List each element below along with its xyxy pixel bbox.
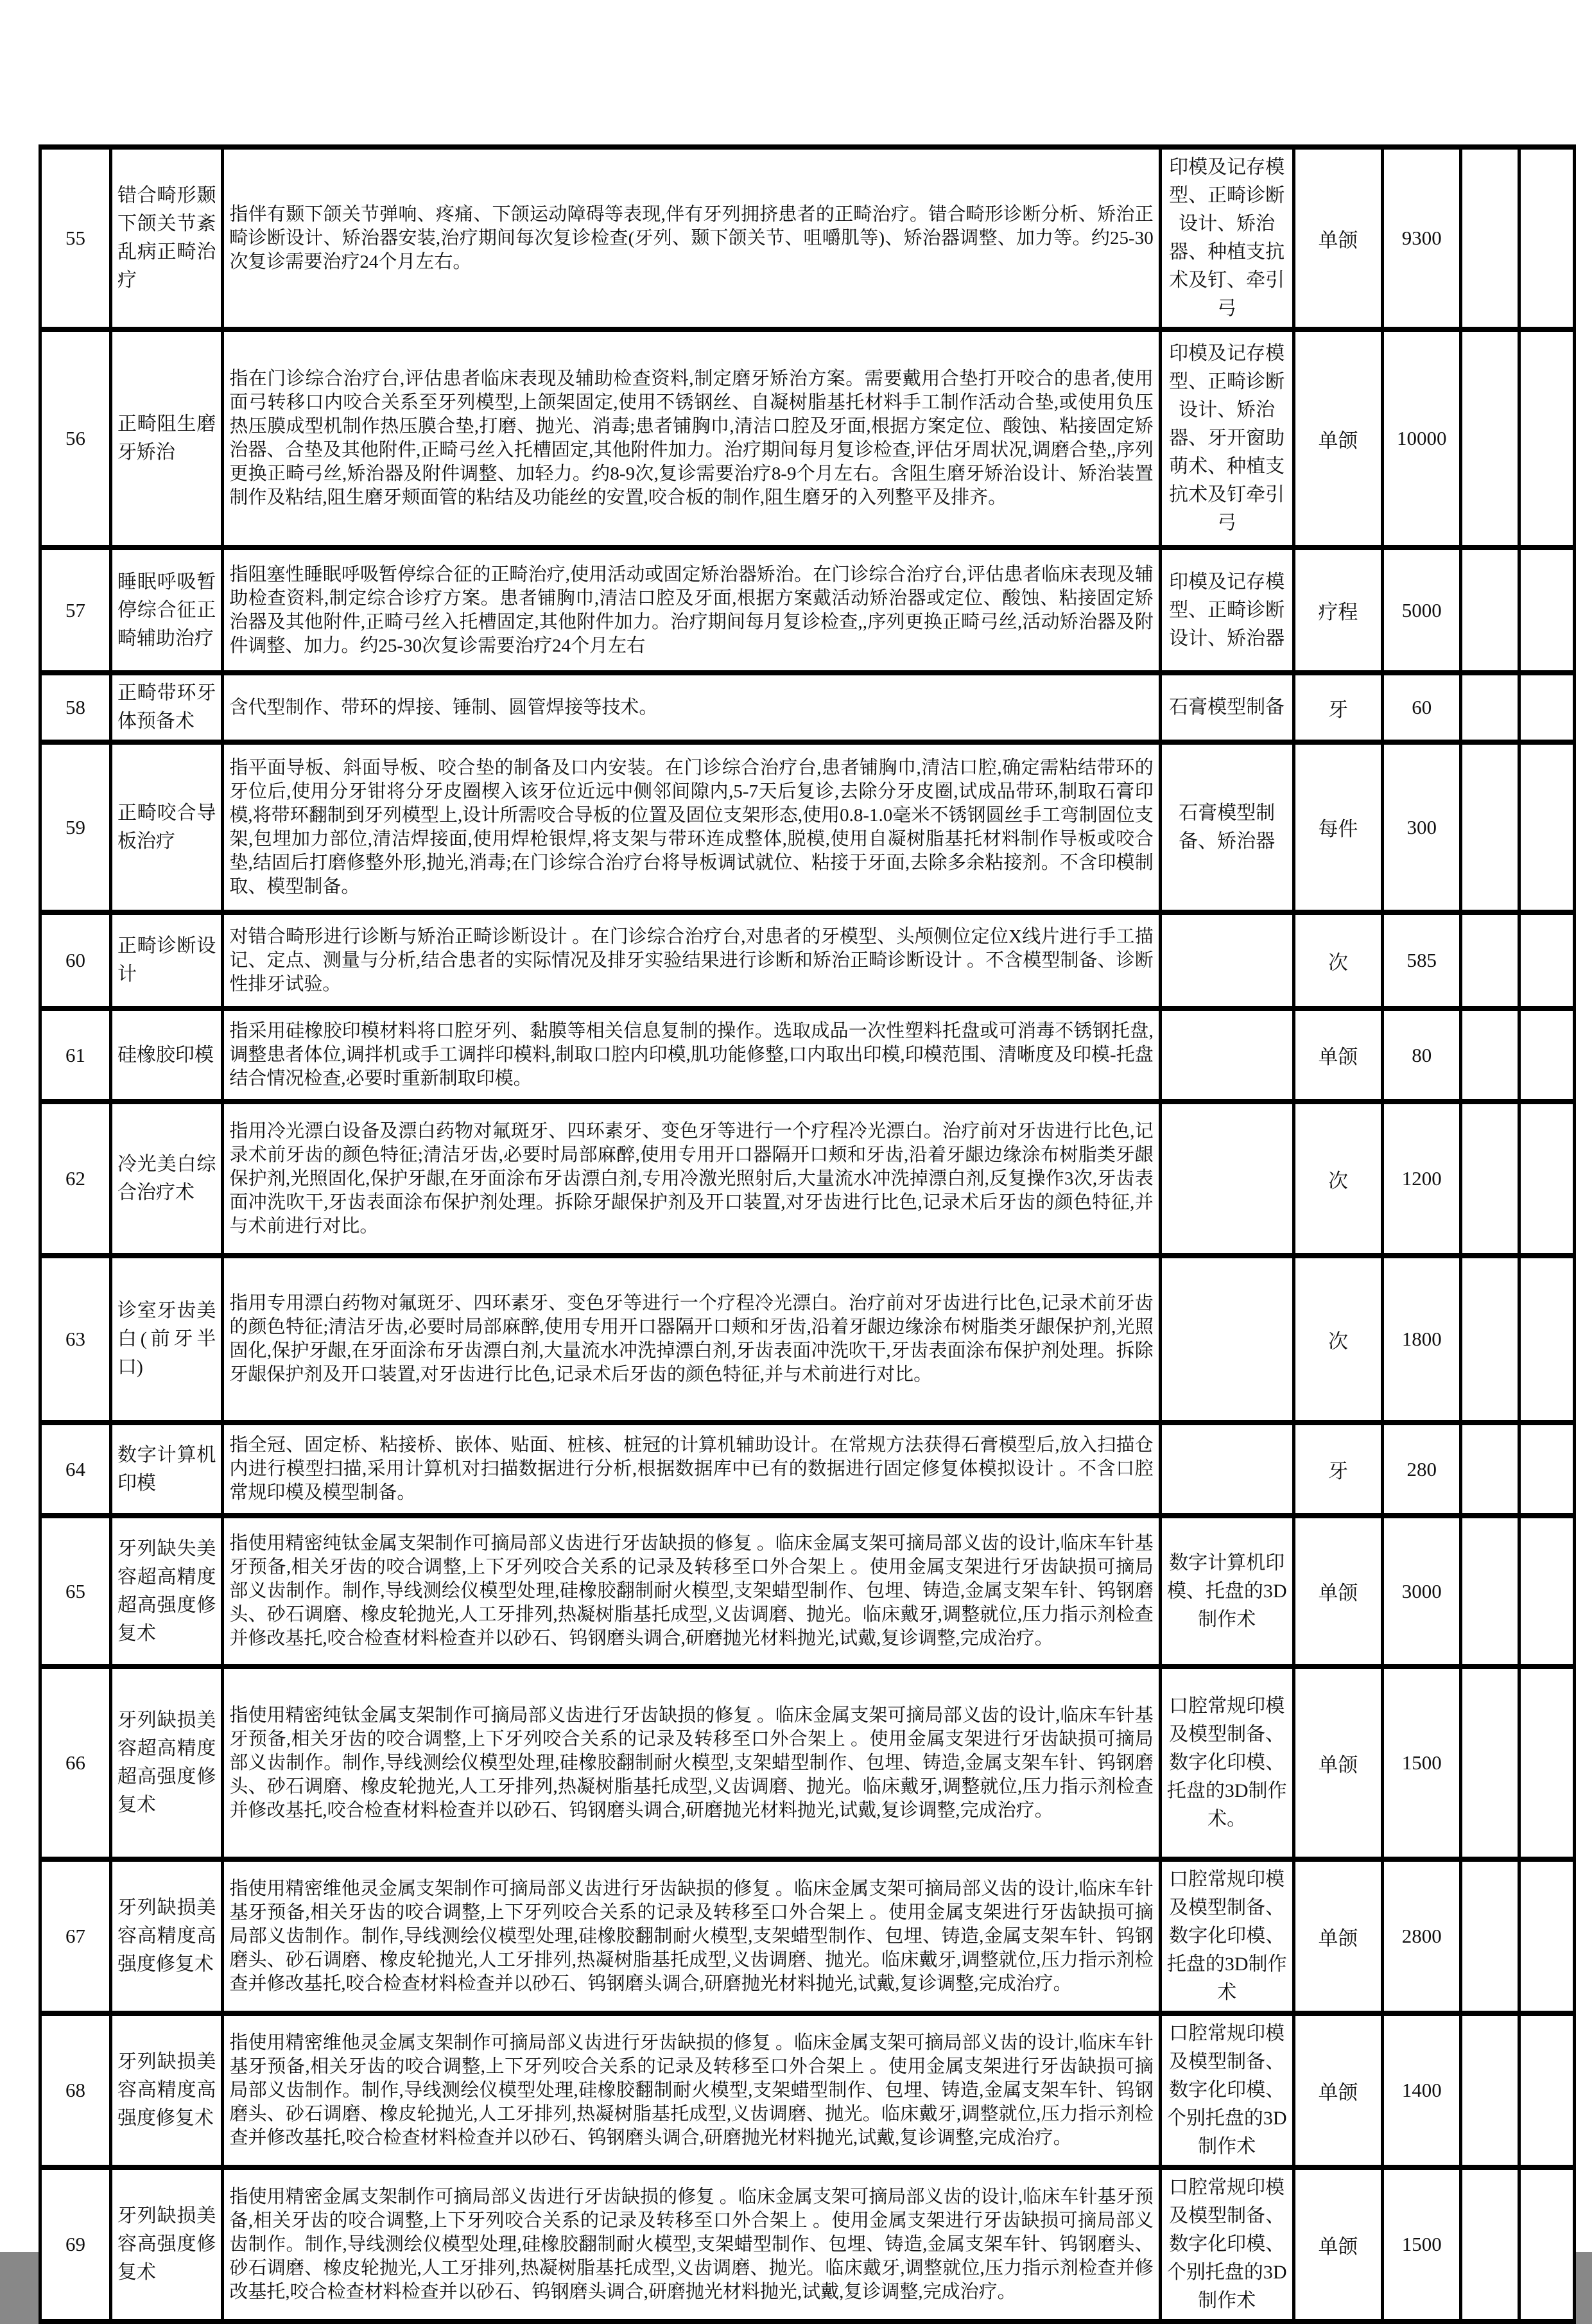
price-cell: 5000 [1383, 548, 1461, 673]
unit-cell: 每件 [1294, 742, 1383, 912]
table-row [40, 1667, 1575, 1859]
empty-cell-2 [1519, 548, 1574, 673]
table-row [40, 673, 1575, 742]
price-cell: 2800 [1383, 1859, 1461, 2013]
empty-cell-2 [1519, 147, 1574, 329]
seq-cell: 64 [40, 1423, 111, 1516]
table-row [40, 1102, 1575, 1256]
price-cell: 1400 [1383, 2013, 1461, 2167]
service-desc-cell: 指采用硅橡胶印模材料将口腔牙列、黏膜等相关信息复制的操作。选取成品一次性塑料托盘或可消毒不锈钢托盘,调整患者体位,调拌机或手工调拌印模料,制取口腔内印模,肌功能修整,口内取出印模,印模范围、清晰度及印模-托盘结合情况检查,必要时重新制取印模。 [223, 1009, 1160, 1102]
service-name-cell: 牙列缺损美容高精度高强度修复术 [110, 2013, 222, 2167]
service-name-cell: 牙列缺损美容超高精度超高强度修复术 [110, 1667, 222, 1859]
service-name-cell: 数字计算机印模 [110, 1423, 222, 1516]
excluded-items-cell: 石膏模型制备、矫治器 [1160, 742, 1294, 912]
price-cell: 9300 [1383, 147, 1461, 329]
service-desc-cell: 指使用精密纯钛金属支架制作可摘局部义齿进行牙齿缺损的修复 。临床金属支架可摘局部义齿的设计,临床车针基牙预备,相关牙齿的咬合调整,上下牙列咬合关系的记录及转移至口外合架上 。使用金属支架进行牙齿缺损可摘局部义齿制作。制作,导线测绘仪模型处理,硅橡胶翻制耐火模型,支架蜡型制作、包埋、铸造,金属支架车针、钨钢磨头、砂石调磨、橡皮轮抛光,人工牙排列,热凝树脂基托成型,义齿调磨、抛光。临床戴牙,调整就位,压力指示剂检查并修改基托,咬合检查材料检查并以砂石、钨钢磨头调合,研磨抛光材料抛光,试戴,复诊调整,完成治疗。 [223, 1667, 1160, 1859]
service-name-cell: 硅橡胶印模 [110, 1009, 222, 1102]
empty-cell-2 [1519, 1009, 1574, 1102]
empty-cell-2 [1519, 1256, 1574, 1423]
service-desc-cell: 指使用精密维他灵金属支架制作可摘局部义齿进行牙齿缺损的修复 。临床金属支架可摘局部义齿的设计,临床车针基牙预备,相关牙齿的咬合调整,上下牙列咬合关系的记录及转移至口外合架上 。使用金属支架进行牙齿缺损可摘局部义齿制作。制作,导线测绘仪模型处理,硅橡胶翻制耐火模型,支架蜡型制作、包埋、铸造,金属支架车针、钨钢磨头、砂石调磨、橡皮轮抛光,人工牙排列,热凝树脂基托成型,义齿调磨、抛光。临床戴牙,调整就位,压力指示剂检查并修改基托,咬合检查材料检查并以砂石、钨钢磨头调合,研磨抛光材料抛光,试戴,复诊调整,完成治疗。 [223, 2013, 1160, 2167]
service-name-cell: 牙列缺失美容超高精度超高强度修复术 [110, 1516, 222, 1667]
table-row [40, 2167, 1575, 2321]
service-desc-cell: 指阻塞性睡眠呼吸暂停综合征的正畸治疗,使用活动或固定矫治器矫治。在门诊综合治疗台,评估患者临床表现及辅助检查资料,制定综合诊疗方案。患者铺胸巾,清洁口腔及牙面,根据方案戴活动矫治器或定位、酸蚀、粘接固定矫治器及其他附件,正畸弓丝入托槽固定,其他附件加力。治疗期间每月复诊检查,,序列更换正畸弓丝,活动矫治器及附件调整、加力。约25-30次复诊需要治疗24个月左右 [223, 548, 1160, 673]
service-name-cell: 牙列缺损美容高精度高强度修复术 [110, 1859, 222, 2013]
empty-cell-1 [1461, 147, 1519, 329]
price-cell: 3000 [1383, 1516, 1461, 1667]
table-row [40, 1009, 1575, 1102]
excluded-items-cell [1160, 1256, 1294, 1423]
empty-cell-1 [1461, 1859, 1519, 2013]
empty-cell-1 [1461, 1423, 1519, 1516]
unit-cell: 单颌 [1294, 1667, 1383, 1859]
empty-cell-1 [1461, 1256, 1519, 1423]
unit-cell: 单颌 [1294, 1516, 1383, 1667]
seq-cell: 59 [40, 742, 111, 912]
table-row [40, 329, 1575, 548]
excluded-items-cell: 印模及记存模型、正畸诊断设计、矫治器、种植支抗术及钉、牵引弓 [1160, 147, 1294, 329]
empty-cell-1 [1461, 1516, 1519, 1667]
unit-cell: 次 [1294, 1256, 1383, 1423]
excluded-items-cell [1160, 912, 1294, 1009]
table-row [40, 548, 1575, 673]
seq-cell: 55 [40, 147, 111, 329]
empty-cell-1 [1461, 912, 1519, 1009]
table-row [40, 1423, 1575, 1516]
price-cell: 1800 [1383, 1256, 1461, 1423]
seq-cell: 67 [40, 1859, 111, 2013]
seq-cell: 69 [40, 2167, 111, 2321]
service-desc-cell: 指在门诊综合治疗台,评估患者临床表现及辅助检查资料,制定磨牙矫治方案。需要戴用合垫打开咬合的患者,使用面弓转移口内咬合关系至牙列模型,上颌架固定,使用不锈钢丝、自凝树脂基托材料手工制作活动合垫,或使用负压热压膜成型机制作热压膜合垫,打磨、抛光、消毒;患者铺胸巾,清洁口腔及牙面,根据方案定位、酸蚀、粘接固定矫治器、合垫及其他附件,正畸弓丝入托槽固定,其他附件加力。治疗期间每月复诊检查,评估牙周状况,调磨合垫,,序列更换正畸弓丝,矫治器及附件调整、加轻力。约8-9次,复诊需要治疗8-9个月左右。含阻生磨牙矫治设计、矫治装置制作及粘结,阻生磨牙颊面管的粘结及功能丝的安置,咬合板的制作,阻生磨牙的入列整平及排齐。 [223, 329, 1160, 548]
excluded-items-cell: 口腔常规印模及模型制备、数字化印模、个别托盘的3D制作术 [1160, 2167, 1294, 2321]
excluded-items-cell [1160, 1009, 1294, 1102]
price-cell: 585 [1383, 912, 1461, 1009]
empty-cell-1 [1461, 1667, 1519, 1859]
price-cell: 1200 [1383, 1102, 1461, 1256]
excluded-items-cell: 口腔常规印模及模型制备、数字化印模、托盘的3D制作术。 [1160, 1667, 1294, 1859]
empty-cell-2 [1519, 329, 1574, 548]
table-row [40, 1859, 1575, 2013]
unit-cell: 牙 [1294, 673, 1383, 742]
price-cell: 280 [1383, 1423, 1461, 1516]
service-desc-cell: 指用专用漂白药物对氟斑牙、四环素牙、变色牙等进行一个疗程冷光漂白。治疗前对牙齿进行比色,记录术前牙齿的颜色特征;清洁牙齿,必要时局部麻醉,使用专用开口器隔开口颊和牙齿,沿着牙龈边缘涂布树脂类牙龈保护剂,光照固化,保护牙龈,在牙面涂布牙齿漂白剂,大量流水冲洗掉漂白剂,牙齿表面冲洗吹干,牙齿表面涂布保护剂处理。拆除牙龈保护剂及开口装置,对牙齿进行比色,记录术后牙齿的颜色特征,并与术前进行对比。 [223, 1256, 1160, 1423]
service-desc-cell: 指伴有颞下颌关节弹响、疼痛、下颌运动障碍等表现,伴有牙列拥挤患者的正畸治疗。错合畸形诊断分析、矫治正畸诊断设计、矫治器安装,治疗期间每次复诊检查(牙列、颞下颌关节、咀嚼肌等)、矫治器调整、加力等。约25-30次复诊需要治疗24个月左右。 [223, 147, 1160, 329]
empty-cell-2 [1519, 912, 1574, 1009]
service-desc-cell: 指用冷光漂白设备及漂白药物对氟斑牙、四环素牙、变色牙等进行一个疗程冷光漂白。治疗前对牙齿进行比色,记录术前牙齿的颜色特征;清洁牙齿,必要时局部麻醉,使用专用开口器隔开口颊和牙齿,沿着牙龈边缘涂布树脂类牙龈保护剂,光照固化,保护牙龈,在牙面涂布牙齿漂白剂,专用冷激光照射后,大量流水冲洗掉漂白剂,反复操作3次,牙齿表面冲洗吹干,牙齿表面涂布保护剂处理。拆除牙龈保护剂及开口装置,对牙齿进行比色,记录术后牙齿的颜色特征,并与术前进行对比。 [223, 1102, 1160, 1256]
seq-cell: 58 [40, 673, 111, 742]
table-row [40, 742, 1575, 912]
seq-cell: 63 [40, 1256, 111, 1423]
seq-cell: 61 [40, 1009, 111, 1102]
price-cell: 10000 [1383, 329, 1461, 548]
empty-cell-1 [1461, 548, 1519, 673]
table-body [40, 147, 1575, 2321]
unit-cell: 次 [1294, 912, 1383, 1009]
excluded-items-cell: 印模及记存模型、正畸诊断设计、矫治器、牙开窗助萌术、种植支抗术及钉牵引弓 [1160, 329, 1294, 548]
service-desc-cell: 含代型制作、带环的焊接、锤制、圆管焊接等技术。 [223, 673, 1160, 742]
service-desc-cell: 指平面导板、斜面导板、咬合垫的制备及口内安装。在门诊综合治疗台,患者铺胸巾,清洁口腔,确定需粘结带环的牙位后,使用分牙钳将分牙皮圈楔入该牙位近远中侧邻间隙内,5-7天后复诊,去除分牙皮圈,试成品带环,制取石膏印模,将带环翻制到牙列模型上,设计所需咬合导板的位置及固位支架形态,使用0.8-1.0毫米不锈钢圆丝手工弯制固位支架,包埋加力部位,清洁焊接面,使用焊枪银焊,将支架与带环连成整体,脱模,使用自凝树脂基托材料制作导板或咬合垫,结固后打磨修整外形,抛光,消毒;在门诊综合治疗台将导板调试就位、粘接于牙面,去除多余粘接剂。不含印模制取、模型制备。 [223, 742, 1160, 912]
empty-cell-2 [1519, 1102, 1574, 1256]
unit-cell: 牙 [1294, 1423, 1383, 1516]
seq-cell: 68 [40, 2013, 111, 2167]
empty-cell-1 [1461, 742, 1519, 912]
empty-cell-2 [1519, 2167, 1574, 2321]
seq-cell: 57 [40, 548, 111, 673]
table-row [40, 1516, 1575, 1667]
excluded-items-cell: 数字计算机印模、托盘的3D制作术 [1160, 1516, 1294, 1667]
excluded-items-cell [1160, 1102, 1294, 1256]
table-row [40, 147, 1575, 329]
empty-cell-2 [1519, 673, 1574, 742]
price-cell: 300 [1383, 742, 1461, 912]
seq-cell: 66 [40, 1667, 111, 1859]
empty-cell-1 [1461, 329, 1519, 548]
service-name-cell: 正畸诊断设计 [110, 912, 222, 1009]
seq-cell: 65 [40, 1516, 111, 1667]
unit-cell: 单颌 [1294, 2167, 1383, 2321]
empty-cell-2 [1519, 742, 1574, 912]
excluded-items-cell [1160, 1423, 1294, 1516]
service-desc-cell: 指使用精密金属支架制作可摘局部义齿进行牙齿缺损的修复 。临床金属支架可摘局部义齿的设计,临床车针基牙预备,相关牙齿的咬合调整,上下牙列咬合关系的记录及转移至口外合架上 。使用金属支架进行牙齿缺损可摘局部义齿制作。制作,导线测绘仪模型处理,硅橡胶翻制耐火模型,支架蜡型制作、包埋、铸造,金属支架车针、钨钢磨头、砂石调磨、橡皮轮抛光,人工牙排列,热凝树脂基托成型,义齿调磨、抛光。临床戴牙,调整就位,压力指示剂检查并修改基托,咬合检查材料检查并以砂石、钨钢磨头调合,研磨抛光材料抛光,试戴,复诊调整,完成治疗。 [223, 2167, 1160, 2321]
service-name-cell: 正畸带环牙体预备术 [110, 673, 222, 742]
empty-cell-2 [1519, 1667, 1574, 1859]
empty-cell-2 [1519, 1516, 1574, 1667]
unit-cell: 单颌 [1294, 1859, 1383, 2013]
service-name-cell: 正畸咬合导板治疗 [110, 742, 222, 912]
empty-cell-2 [1519, 2013, 1574, 2167]
table-row [40, 2013, 1575, 2167]
empty-cell-1 [1461, 1009, 1519, 1102]
unit-cell: 疗程 [1294, 548, 1383, 673]
service-name-cell: 错合畸形颞下颌关节紊乱病正畸治疗 [110, 147, 222, 329]
service-name-cell: 诊室牙齿美白(前牙半口) [110, 1256, 222, 1423]
service-name-cell: 正畸阻生磨牙矫治 [110, 329, 222, 548]
seq-cell: 62 [40, 1102, 111, 1256]
service-name-cell: 牙列缺损美容高强度修复术 [110, 2167, 222, 2321]
service-desc-cell: 指使用精密维他灵金属支架制作可摘局部义齿进行牙齿缺损的修复 。临床金属支架可摘局部义齿的设计,临床车针基牙预备,相关牙齿的咬合调整,上下牙列咬合关系的记录及转移至口外合架上 。使用金属支架进行牙齿缺损可摘局部义齿制作。制作,导线测绘仪模型处理,硅橡胶翻制耐火模型,支架蜡型制作、包埋、铸造,金属支架车针、钨钢磨头、砂石调磨、橡皮轮抛光,人工牙排列,热凝树脂基托成型,义齿调磨、抛光。临床戴牙,调整就位,压力指示剂检查并修改基托,咬合检查材料检查并以砂石、钨钢磨头调合,研磨抛光材料抛光,试戴,复诊调整,完成治疗。 [223, 1859, 1160, 2013]
price-cell: 80 [1383, 1009, 1461, 1102]
service-desc-cell: 指全冠、固定桥、粘接桥、嵌体、贴面、桩核、桩冠的计算机辅助设计。在常规方法获得石膏模型后,放入扫描仓内进行模型扫描,采用计算机对扫描数据进行分析,根据数据库中已有的数据进行固定修复体模拟设计 。不含口腔常规印模及模型制备。 [223, 1423, 1160, 1516]
empty-cell-1 [1461, 673, 1519, 742]
empty-cell-1 [1461, 2167, 1519, 2321]
service-desc-cell: 指使用精密纯钛金属支架制作可摘局部义齿进行牙齿缺损的修复 。临床金属支架可摘局部义齿的设计,临床车针基牙预备,相关牙齿的咬合调整,上下牙列咬合关系的记录及转移至口外合架上 。使用金属支架进行牙齿缺损可摘局部义齿制作。制作,导线测绘仪模型处理,硅橡胶翻制耐火模型,支架蜡型制作、包埋、铸造,金属支架车针、钨钢磨头、砂石调磨、橡皮轮抛光,人工牙排列,热凝树脂基托成型,义齿调磨、抛光。临床戴牙,调整就位,压力指示剂检查并修改基托,咬合检查材料检查并以砂石、钨钢磨头调合,研磨抛光材料抛光,试戴,复诊调整,完成治疗。 [223, 1516, 1160, 1667]
unit-cell: 单颌 [1294, 2013, 1383, 2167]
excluded-items-cell: 口腔常规印模及模型制备、数字化印模、个别托盘的3D制作术 [1160, 2013, 1294, 2167]
price-cell: 1500 [1383, 2167, 1461, 2321]
service-desc-cell: 对错合畸形进行诊断与矫治正畸诊断设计 。在门诊综合治疗台,对患者的牙模型、头颅侧位定位X线片进行手工描记、定点、测量与分析,结合患者的实际情况及排牙实验结果进行诊断和矫治正畸诊断设计 。不含模型制备、诊断性排牙试验。 [223, 912, 1160, 1009]
empty-cell-2 [1519, 1423, 1574, 1516]
service-name-cell: 睡眠呼吸暂停综合征正畸辅助治疗 [110, 548, 222, 673]
price-cell: 1500 [1383, 1667, 1461, 1859]
excluded-items-cell: 口腔常规印模及模型制备、数字化印模、托盘的3D制作术 [1160, 1859, 1294, 2013]
unit-cell: 单颌 [1294, 329, 1383, 548]
empty-cell-1 [1461, 1102, 1519, 1256]
unit-cell: 次 [1294, 1102, 1383, 1256]
excluded-items-cell: 石膏模型制备 [1160, 673, 1294, 742]
empty-cell-2 [1519, 1859, 1574, 2013]
excluded-items-cell: 印模及记存模型、正畸诊断设计、矫治器 [1160, 548, 1294, 673]
seq-cell: 60 [40, 912, 111, 1009]
price-cell: 60 [1383, 673, 1461, 742]
seq-cell: 56 [40, 329, 111, 548]
table-row [40, 912, 1575, 1009]
service-name-cell: 冷光美白综合治疗术 [110, 1102, 222, 1256]
price-table [39, 144, 1576, 2324]
empty-cell-1 [1461, 2013, 1519, 2167]
unit-cell: 单颌 [1294, 1009, 1383, 1102]
unit-cell: 单颌 [1294, 147, 1383, 329]
table-row [40, 1256, 1575, 1423]
